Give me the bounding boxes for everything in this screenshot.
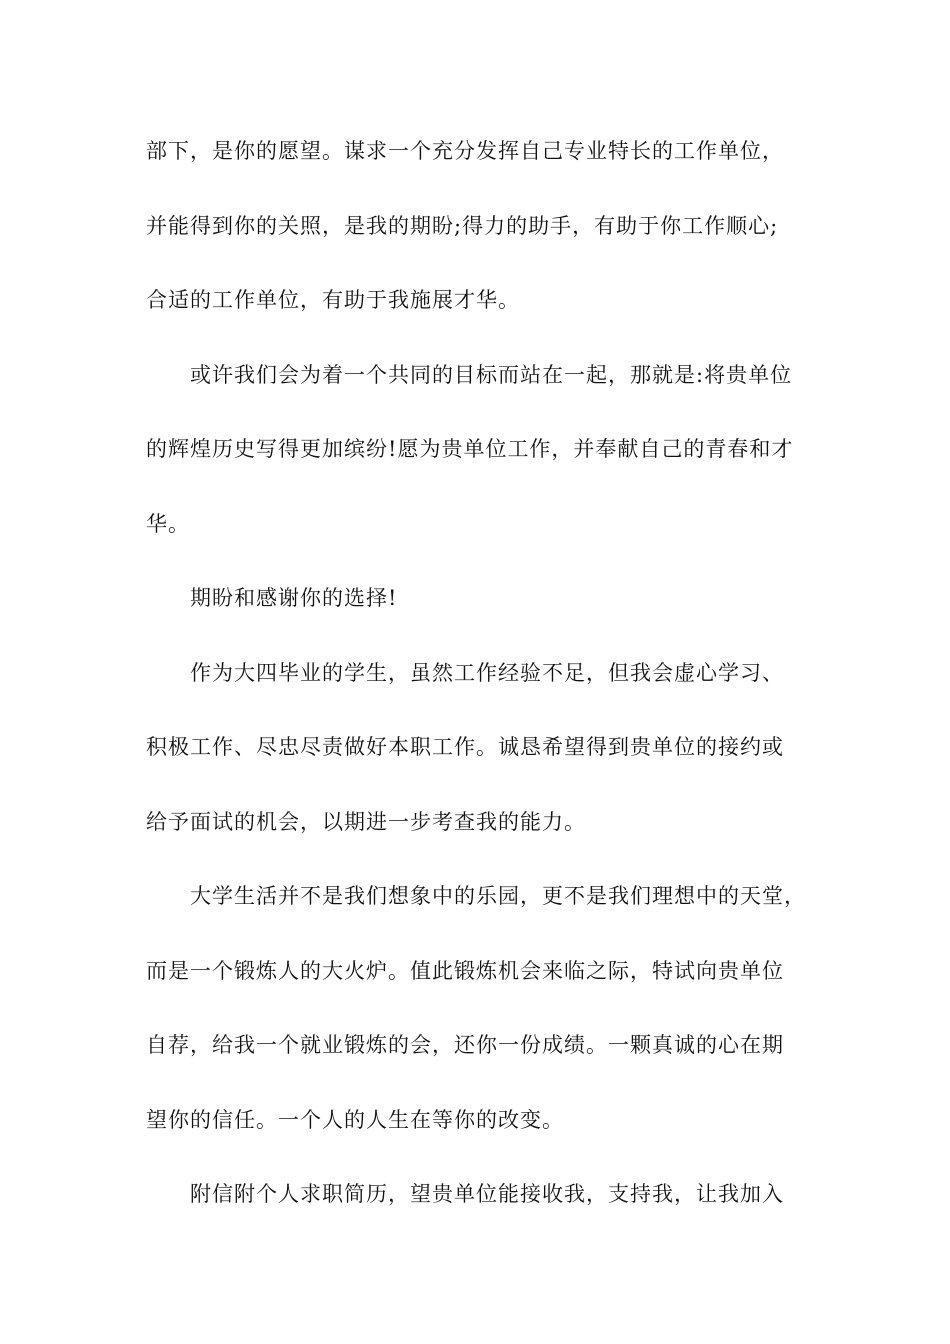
text-line: 华。 [146, 512, 190, 536]
text-line: 合适的工作单位，有助于我施展才华。 [146, 288, 520, 312]
paragraph-first-line: 作为大四毕业的学生，虽然工作经验不足，但我会虚心学习、 [190, 661, 784, 685]
text-line: 自荐，给我一个就业锻炼的会，还你一份成绩。一颗真诚的心在期 [146, 1033, 784, 1057]
text-line: 而是一个锻炼人的大火炉。值此锻炼机会来临之际，特试向贵单位 [146, 959, 784, 983]
text-line: 的辉煌历史写得更加缤纷!愿为贵单位工作，并奉献自己的青春和才 [146, 437, 794, 461]
paragraph-first-line: 期盼和感谢你的选择! [190, 586, 398, 610]
text-line: 部下，是你的愿望。谋求一个充分发挥自己专业特长的工作单位， [146, 139, 784, 163]
text-line: 积极工作、尽忠尽责做好本职工作。诚恳希望得到贵单位的接约或 [146, 735, 784, 759]
text-line: 并能得到你的关照，是我的期盼;得力的助手，有助于你工作顺心; [146, 214, 779, 238]
text-line: 给予面试的机会，以期进一步考查我的能力。 [146, 810, 586, 834]
paragraph-first-line: 附信附个人求职简历，望贵单位能接收我，支持我，让我加入 [190, 1182, 784, 1206]
text-line: 望你的信任。一个人的人生在等你的改变。 [146, 1108, 564, 1132]
paragraph-first-line: 大学生活并不是我们想象中的乐园，更不是我们理想中的天堂， [190, 884, 806, 908]
paragraph-first-line: 或许我们会为着一个共同的目标而站在一起，那就是:将贵单位 [190, 363, 793, 387]
